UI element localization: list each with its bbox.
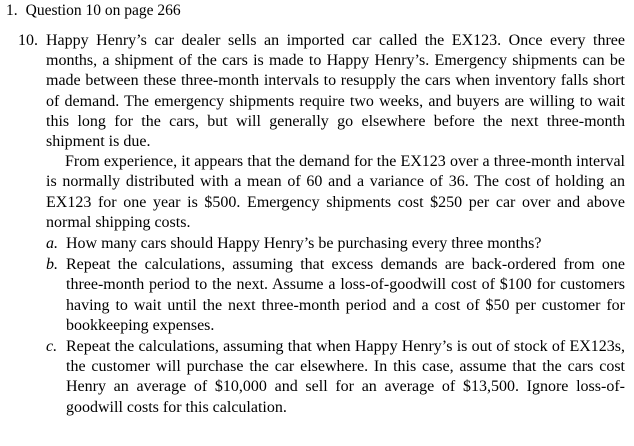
part-text: Repeat the calculations, assuming that when Happy Henry’s is out of stock of EX123s, the customer will purchase the car elsewhere. In this case, assume that the cars cost Henry an average of $10,000 and sell for an average of $13,500. Ignore loss-of-goodwill costs for this calculation.: [66, 338, 625, 416]
part-label: a.: [46, 235, 58, 253]
problem-part-b: [46, 255, 625, 336]
problem-number: 10.: [18, 32, 38, 49]
problem-paragraph-1: Happy Henry’s car dealer sells an imported car called the EX123. Once every three months, a shipment of the cars is made to Happy Henry’s. Emergency shipments can be made between these three-month intervals to resupply the cars when inventory falls short of demand. The emergency shipments require two weeks, and buyers are willing to wait this long for the cars, but will generally go elsewhere before the next three-month shipment is due.: [46, 32, 625, 151]
problem-parts-list: [46, 234, 625, 418]
part-text: Repeat the calculations, assuming that excess demands are back-ordered from one three-month period to the next. Assume a loss-of-goodwill cost of $100 for customers having to wait until the next three-month period and a cost of $50 per customer for bookkeeping expenses.: [66, 256, 625, 334]
problem-part-a: [46, 234, 625, 254]
question-header: [6, 1, 181, 21]
header-number: 1.: [6, 2, 18, 19]
part-text: How many cars should Happy Henry’s be purchasing every three months?: [66, 235, 542, 253]
problem-paragraph-2: From experience, it appears that the demand for the EX123 over a three-month interval is normally distributed with a mean of 60 and a variance of 36. The cost of holding an EX123 for one year is $500. Emergency shipments cost $250 per car over and above normal shipping costs.: [46, 153, 625, 231]
problem-10: [18, 31, 630, 419]
problem-part-c: [46, 337, 625, 418]
part-label: b.: [46, 256, 58, 274]
part-label: c.: [46, 338, 58, 356]
header-title: Question 10 on page 266: [25, 2, 181, 19]
problem-body: [46, 31, 625, 418]
